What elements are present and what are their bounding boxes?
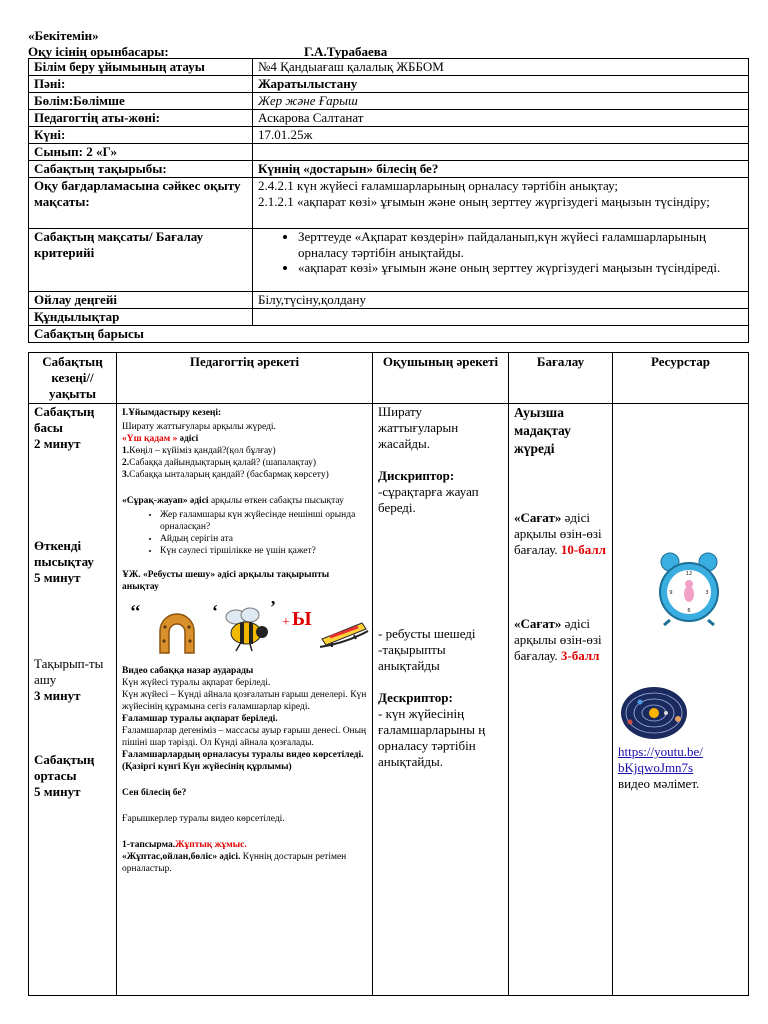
planets-video-note: Ғаламшарлардың орналасуы туралы видео көрсетіледі.(Қазіргі күнгі Күн жүйесінің құрлымы) bbox=[122, 750, 364, 772]
col-student: Оқушының әрекеті bbox=[373, 353, 509, 404]
video-title: Видео сабаққа назар аударады bbox=[122, 666, 254, 676]
subject-label: Пәні: bbox=[29, 76, 253, 93]
clock-method-1-text: әдісі арқылы өзін-өзі бағалау. bbox=[514, 510, 602, 557]
score-2: 3-балл bbox=[560, 648, 600, 663]
student-action-2: - ребусты шешеді bbox=[378, 626, 476, 641]
lesson-course-table bbox=[28, 352, 749, 996]
descriptor-2-label: Дескриптор: bbox=[378, 690, 453, 705]
clock-method-2-text: әдісі арқылы өзін-өзі бағалау. bbox=[514, 616, 602, 663]
svg-text:3: 3 bbox=[705, 590, 709, 596]
col-stage: Сабақтың кезеңі// уақыты bbox=[29, 353, 117, 404]
stage-topic-time: 3 минут bbox=[34, 688, 81, 703]
org-stage-title: I.Ұйымдастыру кезеңі: bbox=[122, 408, 222, 418]
student-cell bbox=[373, 404, 509, 996]
course-label: Сабақтың барысы bbox=[29, 326, 749, 343]
class-label: Сынып: 2 «Г» bbox=[29, 144, 253, 161]
goal-2: 2.1.2.1 «ақпарат көзі» ұғымын және оның зерттеу жүргізудегі маңызын түсіндіру; bbox=[258, 193, 710, 209]
deputy-name: Г.А.Турабаева bbox=[304, 44, 388, 59]
method-word: әдісі bbox=[179, 434, 199, 444]
planets-text: Ғаламшарлар дегеніміз – массасы ауыр ғарыш денесі. Оның пішіні шар тәрізді. Ол Күнді айнала қозғалады. bbox=[122, 726, 367, 748]
video-link-1[interactable]: https://youtu.be/ bbox=[618, 744, 703, 759]
video-text-1: Күн жүйесі туралы ақпарат беріледі. bbox=[122, 678, 271, 688]
svg-text:9: 9 bbox=[669, 590, 673, 596]
values-value bbox=[253, 309, 749, 326]
q3-number: 3. bbox=[122, 470, 130, 480]
goal-1: 2.4.2.1 күн жүйесі ғаламшарларының орналасу тәртібін анықтау; bbox=[258, 178, 619, 193]
solar-system-icon bbox=[620, 686, 688, 740]
thinking-value: Білу,түсіну,қолдану bbox=[253, 292, 749, 309]
col-assess: Бағалау bbox=[509, 353, 613, 404]
clock-method-1: «Сағат» bbox=[514, 510, 562, 525]
stage-middle-time: 5 минут bbox=[34, 784, 81, 799]
stage-middle: Сабақтың ортасы bbox=[34, 752, 95, 783]
section-value: Жер және Ғарыш bbox=[253, 93, 749, 110]
task-label: 1-тапсырма. bbox=[122, 840, 176, 850]
values-label: Құндылықтар bbox=[29, 309, 253, 326]
rebus-letter: Ы bbox=[292, 608, 312, 630]
assess-cell bbox=[509, 404, 613, 996]
stage-review: Өткенді пысықтау bbox=[34, 538, 94, 569]
pair-work: Жұптық жұмыс. bbox=[175, 840, 247, 850]
svg-text:12: 12 bbox=[685, 571, 693, 577]
thinking-label: Ойлау деңгейі bbox=[29, 292, 253, 309]
review-question-3: • Күн сәулесі тіршілікке не үшін қажет? bbox=[160, 545, 367, 557]
org-value: №4 Қандыағаш қалалық ЖББОМ bbox=[253, 59, 749, 76]
goals-label: Оқу бағдарламасына сәйкес оқыту мақсаты: bbox=[29, 178, 253, 229]
stage-start-time: 2 минут bbox=[34, 436, 81, 451]
question-2: Сабаққа дайындықтарың қалай? (шапалақтау) bbox=[129, 458, 317, 468]
alarm-clock-icon bbox=[656, 550, 722, 626]
do-you-know: Сен білесің бе? bbox=[122, 788, 187, 798]
date-value: 17.01.25ж bbox=[253, 127, 749, 144]
planets-title: Ғаламшар туралы ақпарат беріледі. bbox=[122, 714, 278, 724]
video-link-2[interactable]: bKjqwoJmn7s bbox=[618, 760, 694, 775]
score-1: 10-балл bbox=[560, 542, 606, 557]
question-1: Көңіл – күйіміз қандай?(қол бұлғау) bbox=[129, 446, 276, 456]
astronauts-video: Ғарышкерлер туралы видео көрсетіледі. bbox=[122, 814, 285, 824]
bee-icon bbox=[220, 603, 272, 653]
horseshoe-icon bbox=[150, 607, 204, 657]
teacher-label: Педагогтің аты-жөні: bbox=[29, 110, 253, 127]
org-stage-text: Ширату жаттығулары арқылы жүреді. bbox=[122, 422, 276, 432]
section-label: Бөлім:Бөлімше bbox=[29, 93, 253, 110]
deputy-label: Оқу ісінің орынбасары: bbox=[28, 44, 169, 59]
sled-icon bbox=[318, 611, 372, 651]
descriptor-1-text: -сұрақтарға жауап береді. bbox=[378, 484, 479, 515]
col-teacher: Педагогтің әрекеті bbox=[117, 353, 373, 404]
stage-start: Сабақтың басы bbox=[34, 404, 95, 435]
task-text: Күннің достарын ретімен орналастыр. bbox=[122, 852, 347, 874]
date-label: Күні: bbox=[29, 127, 253, 144]
criterion-1: • Зерттеуде «Ақпарат көздерін» пайдаланып,күн жүйесі ғаламшарларының орналасу тәртібін анықтайды. bbox=[298, 229, 743, 260]
teacher-value: Аскарова Салтанат bbox=[253, 110, 749, 127]
criterion-2: • «ақпарат көзі» ұғымын және оның зерттеу жүргізудегі маңызын түсіндіреді. bbox=[298, 260, 743, 276]
col-resources: Ресурстар bbox=[613, 353, 749, 404]
svg-text:6: 6 bbox=[687, 608, 691, 614]
resources-cell bbox=[613, 404, 749, 996]
clock-method-2: «Сағат» bbox=[514, 616, 562, 631]
topic-label: Сабақтың тақырыбы: bbox=[29, 161, 253, 178]
topic-value: Күннің «достарын» білесің бе? bbox=[253, 161, 749, 178]
goals-value bbox=[253, 178, 749, 229]
rebus-picture bbox=[122, 599, 367, 661]
stage-review-time: 5 минут bbox=[34, 570, 81, 585]
class-value bbox=[253, 144, 749, 161]
review-question-1: • Жер ғаламшары күн жүйесінде нешінші орында орналасқан? bbox=[160, 509, 367, 533]
question-3: Сабаққа ынталарың қандай? (басбармақ көрсету) bbox=[129, 470, 329, 480]
rebus-title: ҰЖ. «Ребусты шешу» әдісі арқылы тақырыпты анықтау bbox=[122, 570, 330, 592]
student-action-3: -тақырыпты анықтайды bbox=[378, 642, 446, 673]
criteria-value bbox=[253, 229, 749, 292]
rebus-quote-1: ‘‘ bbox=[130, 601, 141, 621]
stage-topic: Тақырып-ты ашу bbox=[34, 656, 104, 687]
task-method: «Жұптас,ойлан,бөліс» әдісі. bbox=[122, 852, 241, 862]
q1-number: 1. bbox=[122, 446, 130, 456]
rebus-plus: + bbox=[282, 615, 290, 630]
video-text-2: Күн жүйесі – Күнді айнала қозғалатын ғарыш денелері. Күн жүйесінің құрамына сегіз ғаламшарлар кіреді. bbox=[122, 690, 367, 712]
lesson-meta-table bbox=[28, 58, 749, 343]
stage-cell bbox=[29, 404, 117, 996]
criteria-label: Сабақтың мақсаты/ Бағалау критерийі bbox=[29, 229, 253, 292]
oral-praise: Ауызша мадақтау жүреді bbox=[514, 405, 571, 456]
three-steps-method: «Үш қадам » bbox=[122, 434, 180, 444]
qa-method-text: арқылы өткен сабақты пысықтау bbox=[208, 496, 344, 506]
rebus-quote-2: ‘ bbox=[212, 601, 218, 621]
subject-value: Жаратылыстану bbox=[253, 76, 749, 93]
rebus-quote-3: ’ bbox=[270, 597, 276, 617]
org-label: Білім беру ұйымының атауы bbox=[29, 59, 253, 76]
descriptor-2-text: - күн жүйесінің ғаламшарларыны ң орналасу тәртібін анықтайды. bbox=[378, 706, 486, 769]
qa-method: «Сұрақ-жауап» әдісі bbox=[122, 496, 209, 506]
student-action-1: Ширату жаттығуларын жасайды. bbox=[378, 404, 459, 451]
approved-stamp: «Бекітемін» bbox=[28, 28, 99, 43]
video-info-label: видео мәлімет. bbox=[618, 776, 700, 791]
q2-number: 2. bbox=[122, 458, 130, 468]
review-question-2: • Айдың серігін ата bbox=[160, 533, 367, 545]
descriptor-1-label: Дискриптор: bbox=[378, 468, 455, 483]
teacher-cell bbox=[117, 404, 373, 996]
